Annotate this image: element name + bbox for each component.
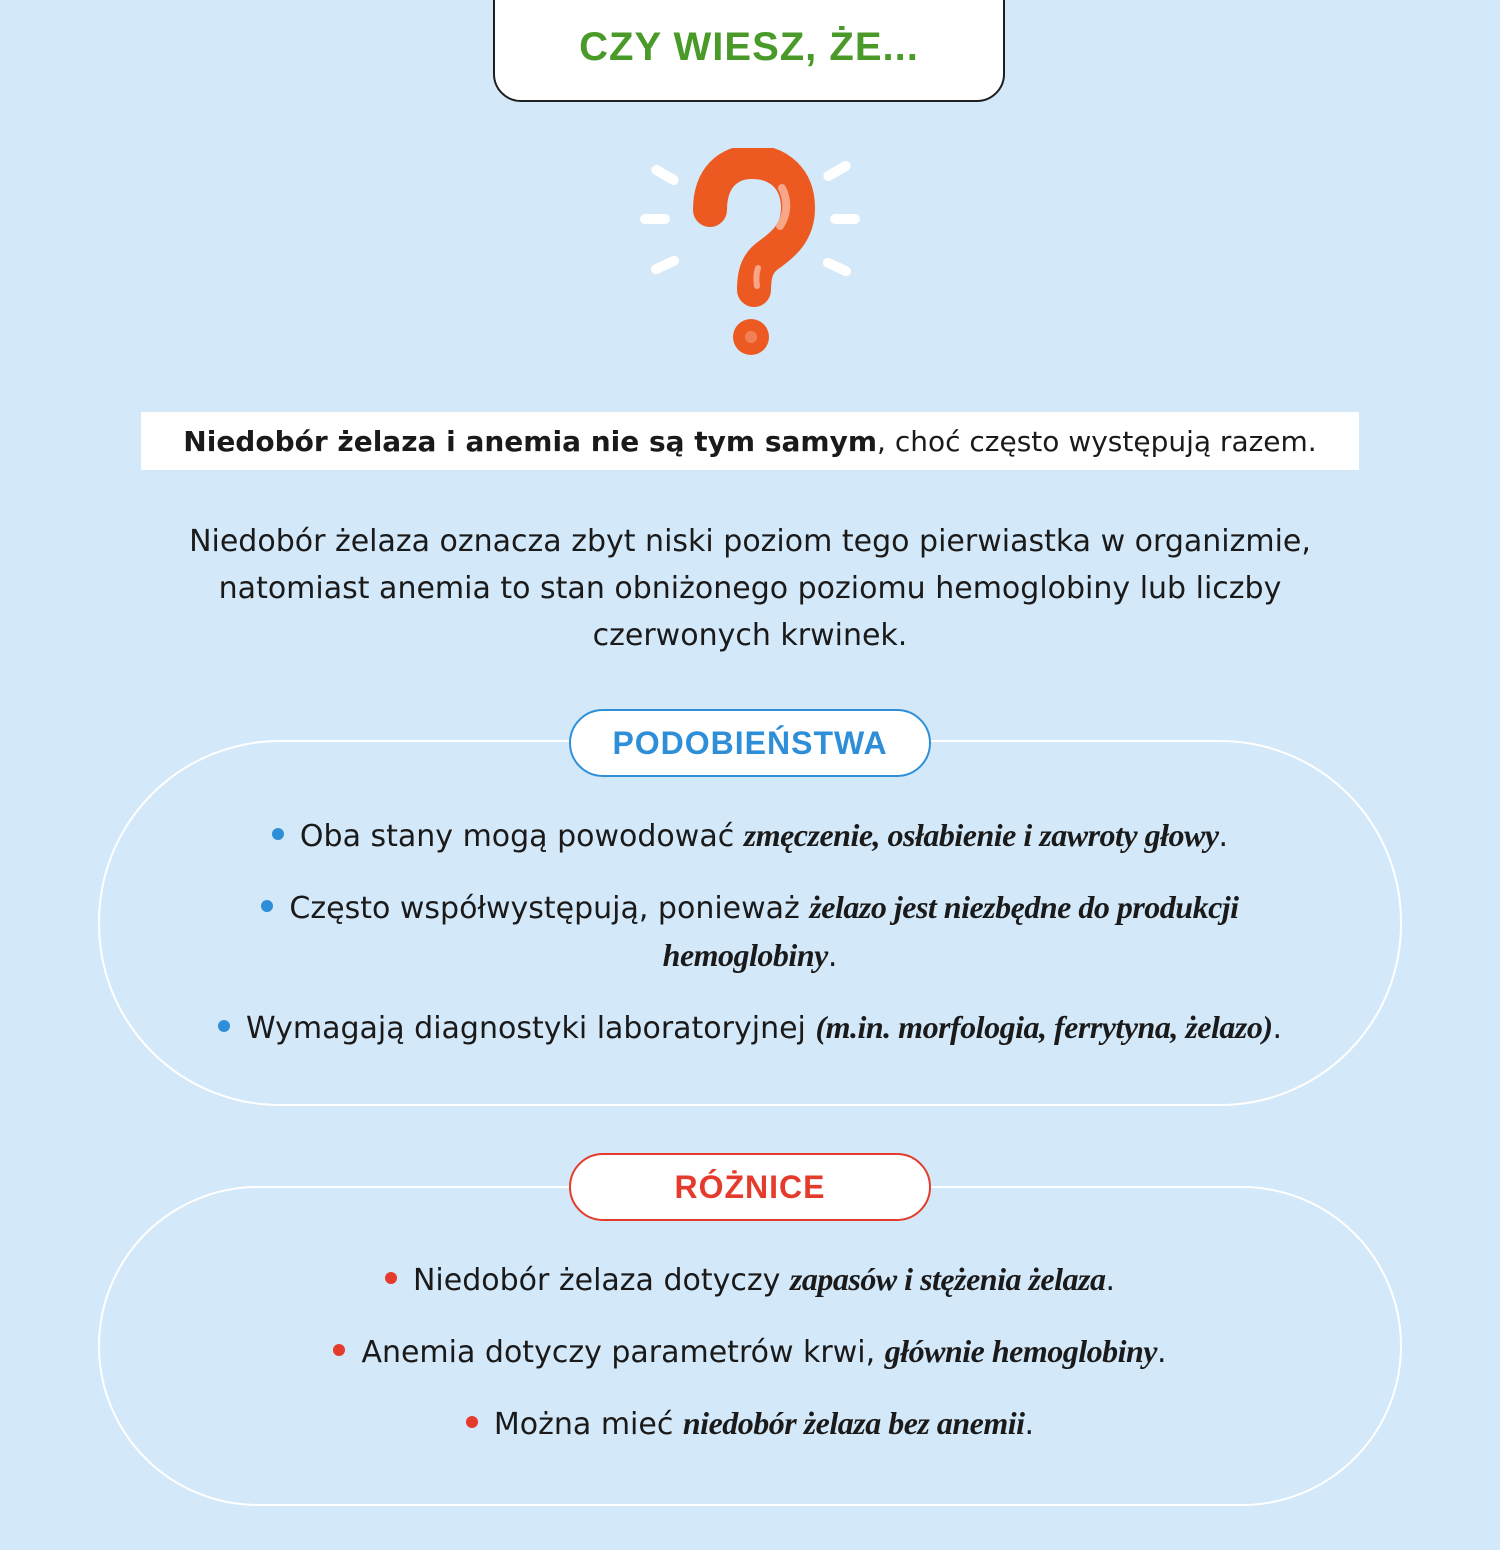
list-item [140,884,1360,932]
item-end: . [1105,1263,1115,1298]
list-item [140,1400,1360,1448]
page-title: CZY WIESZ, ŻE... [579,25,919,69]
item-end: . [827,939,838,974]
bullet-icon [466,1416,478,1428]
differences-heading: RÓŻNICE [569,1153,931,1221]
bullet-icon [333,1344,345,1356]
item-text: Często współwystępują, ponieważ [289,891,810,926]
bullet-icon [261,900,273,912]
item-text: Niedobór żelaza dotyczy [412,1263,790,1298]
list-item [140,1004,1360,1052]
item-emphasis: niedobór żelaza bez anemii [682,1405,1025,1441]
highlight-bold-text: Niedobór żelaza i anemia nie są tym samym [183,424,878,458]
bullet-icon [385,1272,397,1284]
item-end: . [1218,819,1229,854]
item-end: . [1157,1335,1167,1370]
item-emphasis: zapasów i stężenia żelaza [789,1261,1106,1297]
question-mark-icon [630,148,870,368]
intro-line: Niedobór żelaza oznacza zbyt niski poziom tego pierwiastka w organizmie, [189,524,1311,559]
intro-line: natomiast anemia to stan obniżonego poziomu hemoglobiny lub liczby [218,571,1282,606]
list-item-continuation [140,932,1360,980]
item-text: Anemia dotyczy parametrów krwi, [361,1335,885,1370]
list-item [140,1256,1360,1304]
item-emphasis: żelazo jest niezbędne do produkcji [809,889,1239,925]
item-emphasis: głównie hemoglobiny [884,1333,1157,1369]
header-tab [493,0,1005,102]
item-emphasis: hemoglobiny [662,937,828,973]
item-text: Wymagają diagnostyki laboratoryjnej [245,1011,816,1046]
bullet-icon [272,828,284,840]
intro-paragraph [120,518,1380,659]
item-emphasis: (m.in. morfologia, ferrytyna, żelazo) [815,1009,1273,1045]
highlight-rest-text: , choć często występują razem. [877,424,1317,458]
list-item [140,1328,1360,1376]
similarities-heading: PODOBIEŃSTWA [569,709,931,777]
list-item [140,812,1360,860]
item-end: . [1272,1011,1283,1046]
highlight-box [141,412,1359,470]
item-text: Oba stany mogą powodować [299,819,744,854]
bullet-icon [218,1020,230,1032]
item-end: . [1024,1407,1035,1442]
item-emphasis: zmęczenie, osłabienie i zawroty głowy [743,817,1219,853]
intro-line: czerwonych krwinek. [592,618,908,653]
item-text: Można mieć [493,1407,683,1442]
